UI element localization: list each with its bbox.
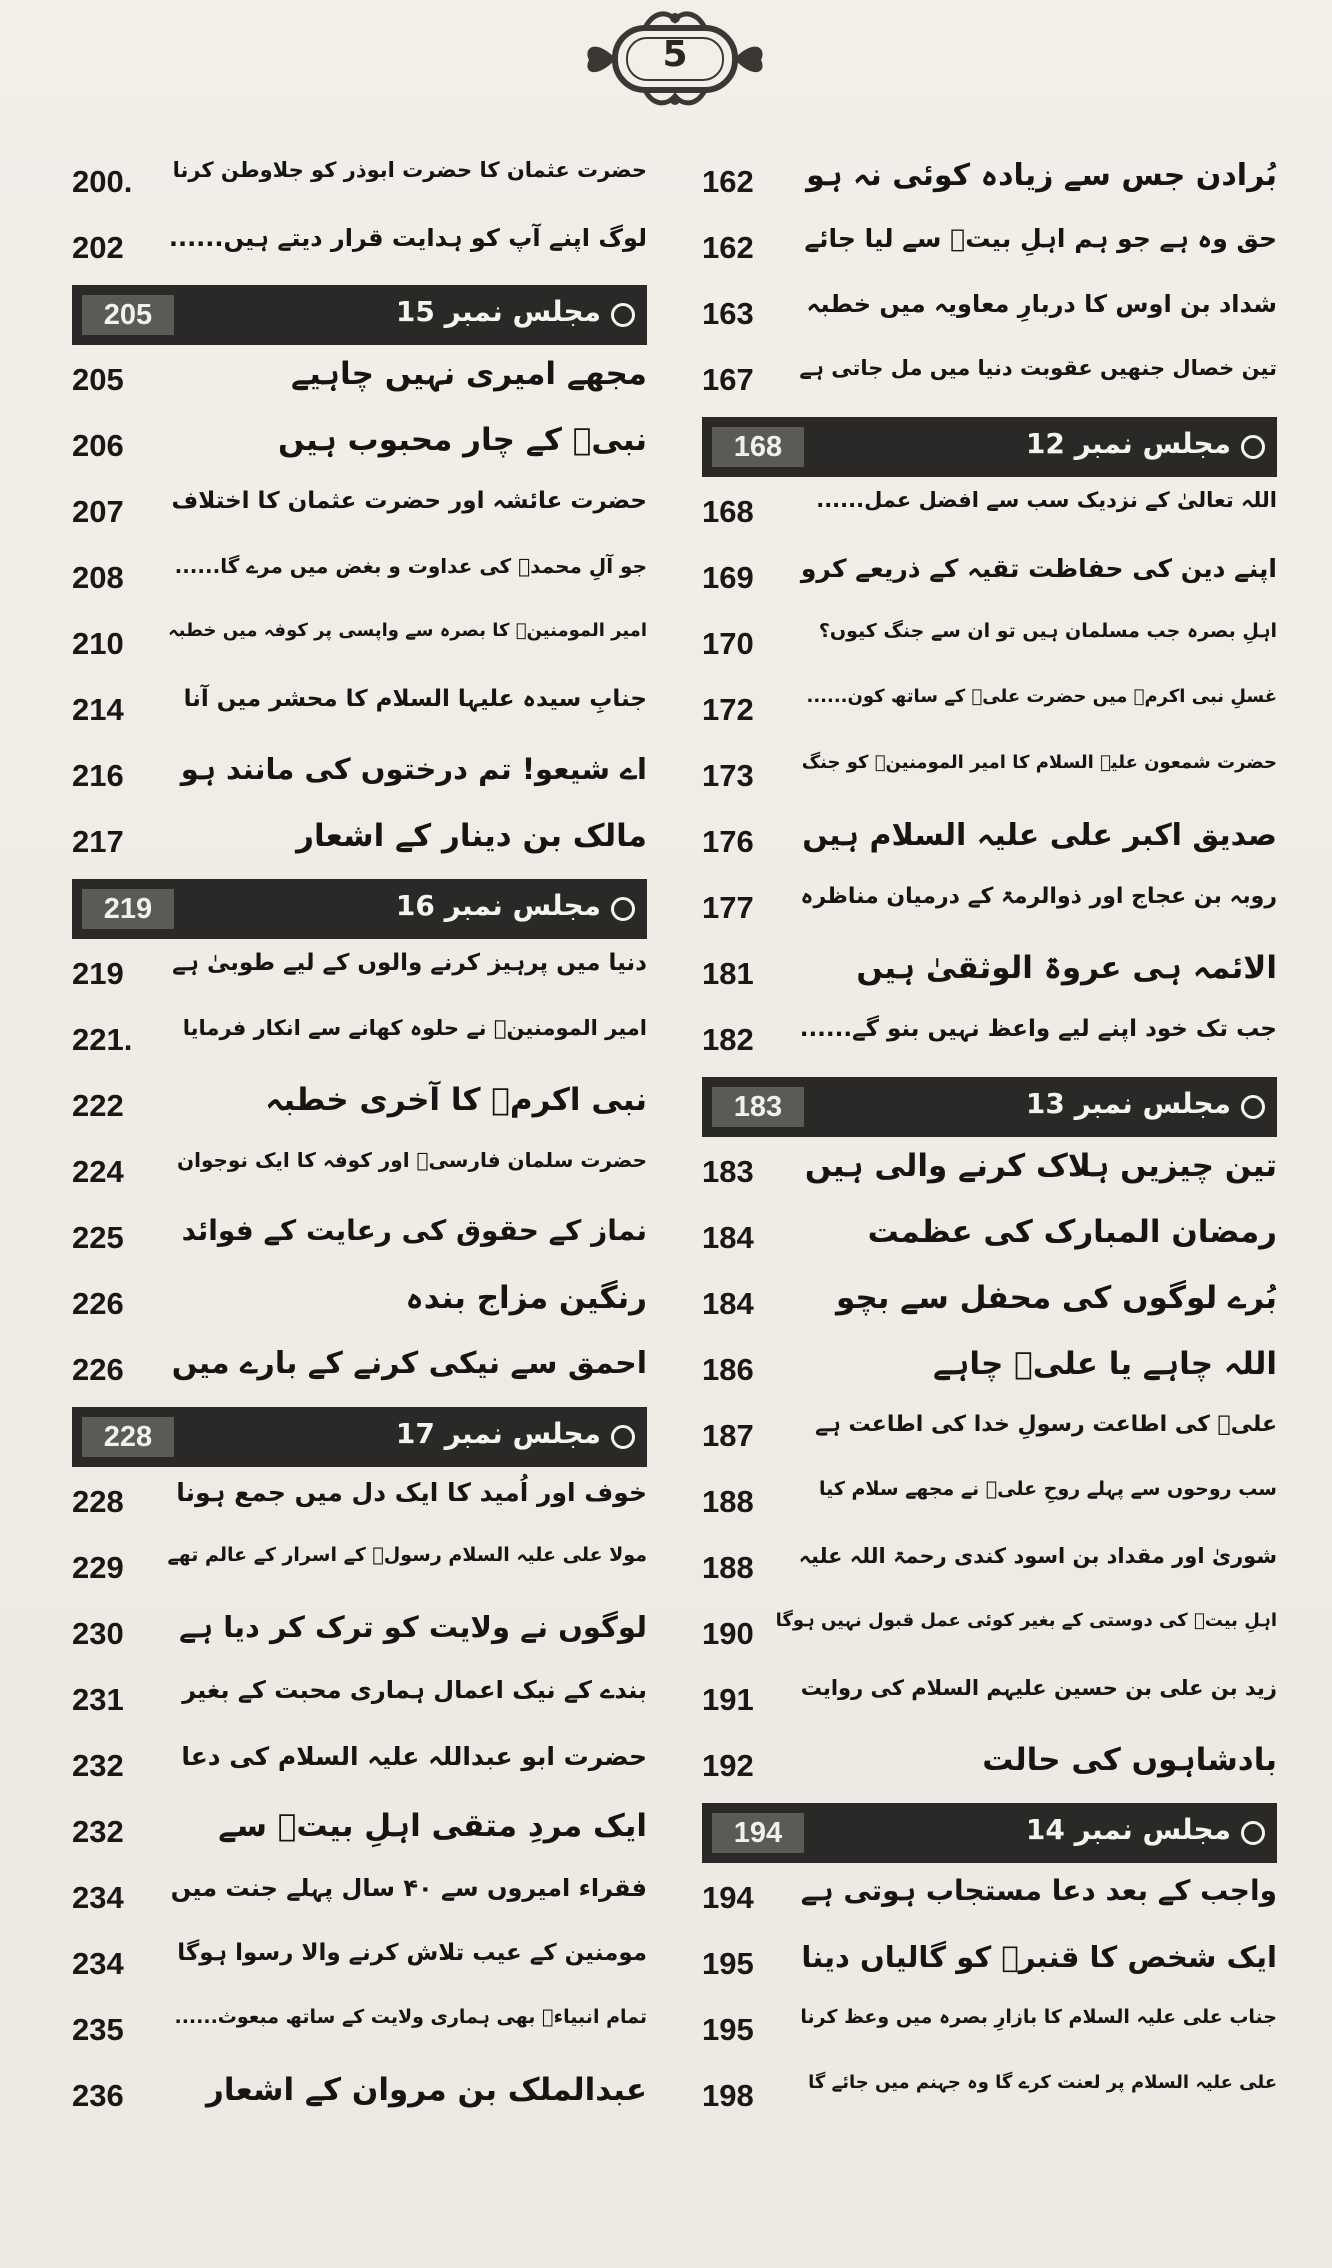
toc-entry-page: 228 [72,1484,124,1519]
section-title: مجلس نمبر 14 [1025,1813,1231,1846]
toc-entry-title: لوگ اپنے آپ کو ہدایت قرار دیتے ہیں...... [168,224,647,252]
toc-entry-title: نماز کے حقوق کی رعایت کے فوائد [181,1214,647,1247]
toc-entry-title: ایک شخص کا قنبرؓ کو گالیاں دینا [801,1940,1277,1974]
toc-entry-page: 188 [702,1550,754,1585]
toc-entry [702,150,1277,216]
toc-entry-title: مولا علی علیہ السلام رسولؐ کے اسرار کے عالم تھے [167,1544,647,1566]
toc-entry [72,1206,647,1272]
toc-entry [702,1536,1277,1602]
section-page-number: 183 [712,1087,804,1127]
toc-entry-page: 230 [72,1616,124,1651]
toc-entry-title: رمضان المبارک کی عظمت [867,1214,1277,1250]
toc-entry [702,1866,1277,1932]
toc-entry-page: 217 [72,824,124,859]
toc-entry [702,216,1277,282]
toc-entry-page: 210 [72,626,124,661]
section-title: مجلس نمبر 16 [395,889,601,922]
toc-entry-page: 184 [702,1286,754,1321]
toc-entry [72,1338,647,1404]
toc-entry-title: جو آلِ محمدؐ کی عداوت و بغض میں مرے گا...... [174,554,647,578]
toc-entry [702,1932,1277,1998]
toc-entry-title: الائمہ ہی عروۃ الوثقیٰ ہیں [856,950,1277,986]
toc-entry-page: 194 [702,1880,754,1915]
toc-entry-title: اللہ تعالیٰ کے نزدیک سب سے افضل عمل...... [816,488,1277,512]
toc-column-right [702,150,1277,2130]
section-title: مجلس نمبر 17 [395,1417,601,1450]
toc-entry-title: علیؑ کی اطاعت رسولِ خدا کی اطاعت ہے [815,1412,1277,1437]
toc-entry-title: لوگوں نے ولایت کو ترک کر دیا ہے [179,1610,647,1644]
circle-bullet-icon [1241,1821,1265,1845]
section-header [702,1077,1277,1137]
toc-entry [72,1932,647,1998]
toc-entry-page: 186 [702,1352,754,1387]
toc-entry-title: جب تک خود اپنے لیے واعظ نہیں بنو گے...... [799,1016,1277,1042]
toc-entry-page: 177 [702,890,754,925]
toc-entry-page: 190 [702,1616,754,1651]
toc-entry-title: امیر المومنینؑ نے حلوہ کھانے سے انکار فرمایا [182,1016,647,1040]
toc-entry-title: شوریٰ اور مقداد بن اسود کندی رحمۃ اللہ علیہ [798,1544,1277,1568]
section-page-number: 205 [82,295,174,335]
section-page-number: 219 [82,889,174,929]
toc-entry-title: اپنے دین کی حفاظت تقیہ کے ذریعے کرو [800,554,1277,583]
toc-entry-page: 176 [702,824,754,859]
toc-entry [72,612,647,678]
section-header [72,285,647,345]
toc-entry [72,2064,647,2130]
toc-entry-page: 200. [72,164,133,199]
toc-entry-page: 191 [702,1682,754,1717]
circle-bullet-icon [1241,1095,1265,1119]
page-number-ornament [575,8,775,108]
toc-entry-page: 232 [72,1814,124,1849]
toc-entry-title: تین خصال جنھیں عقوبت دنیا میں مل جاتی ہے [799,356,1277,380]
toc-entry [702,876,1277,942]
toc-entry-page: 234 [72,1946,124,1981]
toc-entry-page: 168 [702,494,754,529]
toc-entry-title: جنابِ سیدہ علیہا السلام کا محشر میں آنا [183,686,647,712]
toc-entry-page: 214 [72,692,124,727]
section-page-number: 194 [712,1813,804,1853]
toc-entry-title: تمام انبیاءؑ بھی ہماری ولایت کے ساتھ مبعوث...... [174,2006,647,2028]
toc-entry [72,1140,647,1206]
toc-entry-title: اے شیعو! تم درختوں کی مانند ہو [180,752,647,786]
toc-entry-title: زید بن علی بن حسین علیہم السلام کی روایت [800,1676,1277,1700]
toc-entry-title: نبیؐ کے چار محبوب ہیں [278,422,647,458]
toc-entry-page: 172 [702,692,754,727]
toc-entry [702,1998,1277,2064]
toc-entry [702,1470,1277,1536]
circle-bullet-icon [611,897,635,921]
toc-entry [72,678,647,744]
toc-entry-title: حضرت عثمان کا حضرت ابوذر کو جلاوطن کرنا [172,158,647,182]
toc-entry-title: اہلِ بصرہ جب مسلمان ہیں تو ان سے جنگ کیوں؟ [818,620,1277,642]
toc-entry-title: عبدالملک بن مروان کے اشعار [205,2072,647,2108]
toc-entry-title: حضرت شمعون علیہ السلام کا امیر المومنینؑ کو جنگ [801,752,1277,773]
toc-entry-page: 235 [72,2012,124,2047]
toc-entry-page: 173 [702,758,754,793]
toc-entry-title: جناب علی علیہ السلام کا بازارِ بصرہ میں وعظ کرنا [800,2006,1277,2028]
toc-entry-title: دنیا میں پرہیز کرنے والوں کے لیے طوبیٰ ہے [172,950,647,976]
toc-entry-title: غسلِ نبی اکرمؐ میں حضرت علیؑ کے ساتھ کون...... [806,686,1277,707]
toc-entry [702,678,1277,744]
toc-entry-title: احمق سے نیکی کرنے کے بارے میں [171,1346,647,1381]
toc-entry [72,1866,647,1932]
toc-entry [702,942,1277,1008]
circle-bullet-icon [611,303,635,327]
toc-entry-title: بندے کے نیک اعمال ہماری محبت کے بغیر [182,1676,647,1704]
toc-entry-page: 195 [702,2012,754,2047]
toc-entry-page: 170 [702,626,754,661]
toc-entry [72,1536,647,1602]
toc-entry-page: 236 [72,2078,124,2113]
toc-entry [72,546,647,612]
toc-entry [702,612,1277,678]
section-header [702,417,1277,477]
toc-entry [702,1668,1277,1734]
toc-entry [72,348,647,414]
toc-entry [72,810,647,876]
toc-entry-title: حق وہ ہے جو ہم اہلِ بیتؑ سے لیا جائے [804,224,1277,253]
toc-entry-page: 232 [72,1748,124,1783]
page-number: 5 [662,34,688,75]
toc-entry [72,150,647,216]
toc-entry-title: رنگین مزاج بندہ [405,1280,647,1316]
toc-entry-page: 216 [72,758,124,793]
toc-entry [702,348,1277,414]
section-header [702,1803,1277,1863]
toc-entry-title: مجھے امیری نہیں چاہیے [290,356,647,392]
toc-entry-page: 192 [702,1748,754,1783]
toc-entry [72,1734,647,1800]
toc-entry-page: 183 [702,1154,754,1189]
toc-entry-title: نبی اکرمؐ کا آخری خطبہ [265,1082,647,1118]
toc-entry [702,1008,1277,1074]
section-title: مجلس نمبر 12 [1025,427,1231,460]
toc-entry-title: روبہ بن عجاج اور ذوالرمۃ کے درمیان مناظرہ [800,884,1277,909]
toc-entry-page: 162 [702,230,754,265]
toc-entry-title: علی علیہ السلام پر لعنت کرے گا وہ جہنم میں جائے گا [808,2072,1277,2093]
toc-entry-page: 226 [72,1286,124,1321]
section-title: مجلس نمبر 15 [395,295,601,328]
section-title: مجلس نمبر 13 [1025,1087,1231,1120]
toc-entry [702,1338,1277,1404]
toc-entry-page: 208 [72,560,124,595]
toc-entry [72,1272,647,1338]
toc-entry [702,744,1277,810]
toc-entry [702,1140,1277,1206]
toc-entry-page: 198 [702,2078,754,2113]
circle-bullet-icon [611,1425,635,1449]
toc-entry-page: 226 [72,1352,124,1387]
toc-entry [72,216,647,282]
toc-entry [72,1602,647,1668]
toc-entry [72,1470,647,1536]
toc-entry-title: شداد بن اوس کا دربارِ معاویہ میں خطبہ [806,290,1277,318]
toc-entry [702,1602,1277,1668]
toc-entry-title: مالک بن دینار کے اشعار [296,818,647,854]
toc-entry-page: 219 [72,956,124,991]
toc-entry-title: بادشاہوں کی حالت [982,1742,1277,1778]
toc-entry-page: 234 [72,1880,124,1915]
circle-bullet-icon [1241,435,1265,459]
toc-entry [702,1206,1277,1272]
toc-entry-page: 163 [702,296,754,331]
toc-entry-page: 225 [72,1220,124,1255]
toc-entry [72,1668,647,1734]
toc-entry [702,1734,1277,1800]
toc-entry-page: 221. [72,1022,133,1057]
toc-entry-page: 229 [72,1550,124,1585]
toc-entry-page: 182 [702,1022,754,1057]
toc-entry-title: حضرت سلمان فارسیؓ اور کوفہ کا ایک نوجوان [177,1148,647,1172]
toc-entry-title: تین چیزیں ہلاک کرنے والی ہیں [804,1148,1277,1184]
toc-entry-title: مومنین کے عیب تلاش کرنے والا رسوا ہوگا [177,1940,647,1966]
toc-entry [702,1404,1277,1470]
toc-entry [702,1272,1277,1338]
toc-entry [72,480,647,546]
toc-entry-page: 207 [72,494,124,529]
toc-entry [702,282,1277,348]
toc-entry [72,1008,647,1074]
toc-entry-page: 205 [72,362,124,397]
toc-entry-title: بُرادن جس سے زیادہ کوئی نہ ہو [806,158,1277,193]
toc-entry-page: 187 [702,1418,754,1453]
toc-entry-title: واجب کے بعد دعا مستجاب ہوتی ہے [800,1874,1277,1907]
toc-entry-page: 167 [702,362,754,397]
section-page-number: 168 [712,427,804,467]
toc-entry-page: 195 [702,1946,754,1981]
toc-entry-page: 206 [72,428,124,463]
toc-entry-page: 188 [702,1484,754,1519]
toc-entry-title: حضرت ابو عبداللہ علیہ السلام کی دعا [181,1742,647,1771]
toc-entry [702,480,1277,546]
toc-entry [72,414,647,480]
toc-entry-page: 162 [702,164,754,199]
toc-entry-page: 202 [72,230,124,265]
toc-entry [72,1800,647,1866]
toc-entry [72,1074,647,1140]
section-header [72,1407,647,1467]
toc-entry-title: اللہ چاہے یا علیؑ چاہے [933,1346,1277,1382]
section-page-number: 228 [82,1417,174,1457]
toc-column-left [72,150,647,2130]
toc-entry [702,2064,1277,2130]
toc-entry [702,810,1277,876]
toc-entry-title: بُرے لوگوں کی محفل سے بچو [835,1280,1277,1316]
toc-entry-page: 224 [72,1154,124,1189]
toc-entry-title: امیر المومنینؑ کا بصرہ سے واپسی پر کوفہ میں خطبہ [168,620,647,641]
toc-entry-page: 169 [702,560,754,595]
toc-entry-page: 231 [72,1682,124,1717]
section-header [72,879,647,939]
toc-entry-page: 181 [702,956,754,991]
toc-entry-title: اہلِ بیتؑ کی دوستی کے بغیر کوئی عمل قبول نہیں ہوگا [775,1610,1277,1631]
toc-entry-title: فقراء امیروں سے ۴۰ سال پہلے جنت میں [170,1874,647,1902]
toc-entry [72,942,647,1008]
toc-entry-page: 184 [702,1220,754,1255]
toc-entry [702,546,1277,612]
toc-entry-page: 222 [72,1088,124,1123]
toc-entry [72,1998,647,2064]
toc-entry-title: صدیق اکبر علی علیہ السلام ہیں [802,818,1277,853]
toc-entry-title: حضرت عائشہ اور حضرت عثمان کا اختلاف [171,488,647,514]
toc-entry-title: سب روحوں سے پہلے روحِ علیؑ نے مجھے سلام کیا [818,1478,1277,1500]
toc-entry [72,744,647,810]
toc-entry-title: خوف اور اُمید کا ایک دل میں جمع ہونا [176,1478,647,1507]
toc-entry-title: ایک مردِ متقی اہلِ بیتؑ سے [218,1808,647,1844]
